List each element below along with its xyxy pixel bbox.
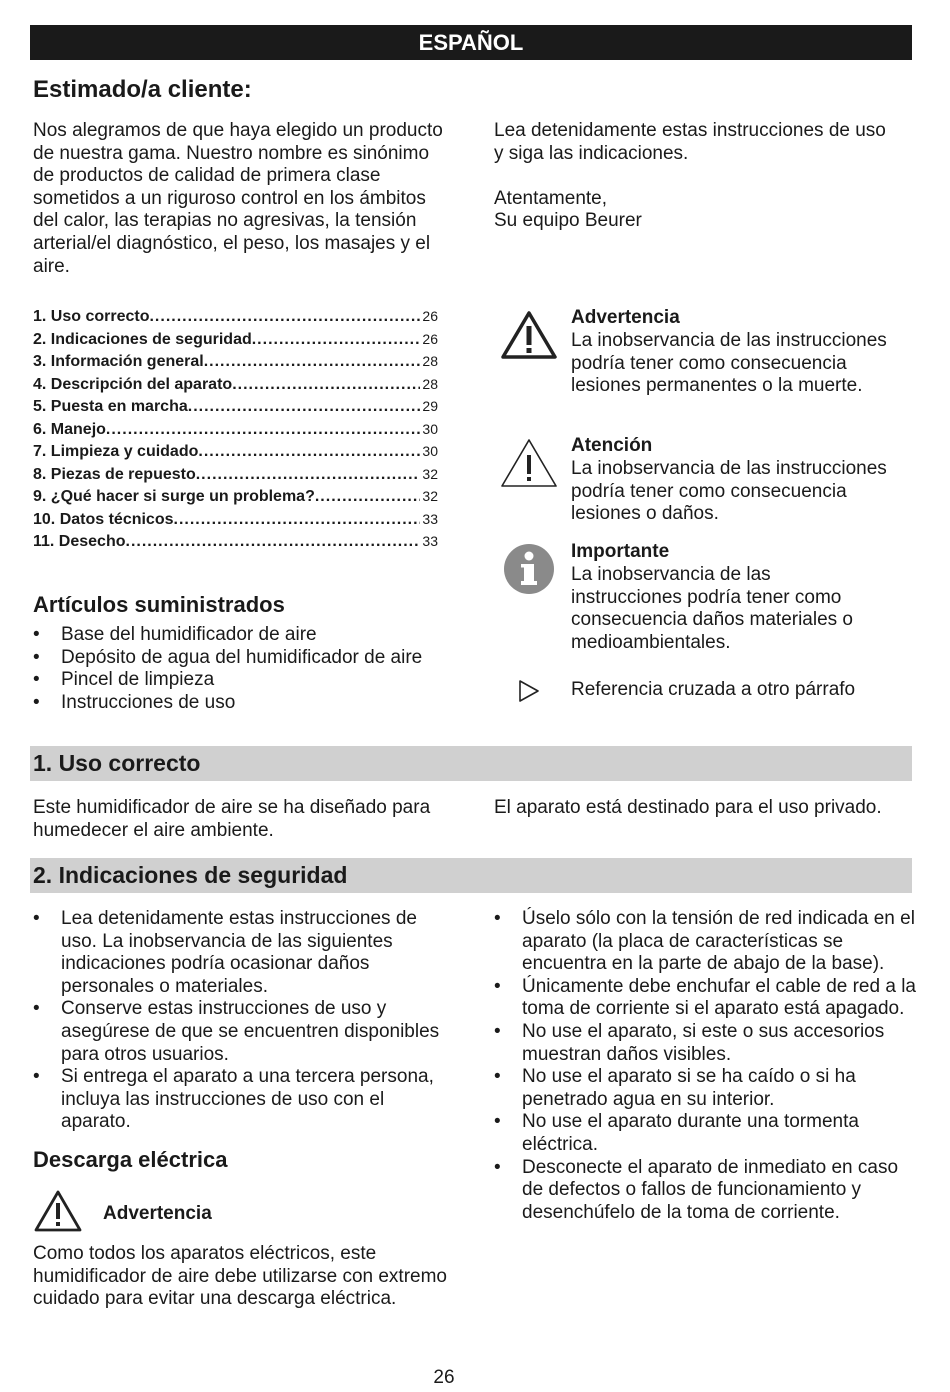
toc-entry[interactable] xyxy=(33,530,438,553)
toc-entry-page: 32 xyxy=(422,488,438,504)
toc-entry-page: 29 xyxy=(422,398,438,414)
toc-entry-title: 2. Indicaciones de seguridad xyxy=(33,330,252,348)
safety-list-right xyxy=(494,908,919,1224)
triangle-right-icon xyxy=(518,680,540,702)
toc-entry[interactable] xyxy=(33,485,438,508)
important-text: La inobservancia de las instrucciones podría tener como consecuencia daños materiales o medioambientales. xyxy=(571,564,854,653)
crossref-text: Referencia cruzada a otro párrafo xyxy=(571,679,856,700)
toc-entry-title: 6. Manejo xyxy=(33,420,106,438)
toc-entry-title: 3. Información general xyxy=(33,353,204,370)
list-item: • No use el aparato si se ha caído o si ha penetrado agua en su interior. xyxy=(494,1066,919,1111)
toc-entry-title: 4. Descripción del aparato xyxy=(33,375,233,393)
toc-entry[interactable] xyxy=(33,440,438,463)
list-item: • No use el aparato durante una tormenta eléctrica. xyxy=(494,1111,919,1156)
toc-entry-page: 28 xyxy=(422,353,438,369)
toc-entry-page: 30 xyxy=(422,420,438,437)
list-item: • No use el aparato, si este o sus accesorios muestran daños visibles. xyxy=(494,1021,919,1066)
toc-entry-page: 26 xyxy=(422,308,438,324)
toc-entry-title: 1. Uso correcto xyxy=(33,308,150,325)
toc-entry[interactable] xyxy=(33,463,438,486)
section-1-header xyxy=(30,746,912,781)
list-item: • Úselo sólo con la tensión de red indicada en el aparato (la placa de características se encuentra en la parte de abajo de la base). xyxy=(494,908,919,976)
list-item: • Si entrega el aparato a una tercera persona, incluya las instrucciones de uso con el aparato. xyxy=(33,1066,458,1134)
toc-entry[interactable] xyxy=(33,328,438,351)
caution-title: Atención xyxy=(571,435,653,456)
toc-entry-page: 26 xyxy=(422,330,438,347)
toc-entry[interactable] xyxy=(33,508,438,531)
section-1-left-text: Este humidificador de aire se ha diseñado para humedecer el aire ambiente. xyxy=(33,797,431,841)
section-2-title: 2. Indicaciones de seguridad xyxy=(33,862,348,888)
list-item: • Base del humidificador de aire xyxy=(33,624,433,647)
toc-entry-title: 7. Limpieza y cuidado xyxy=(33,443,199,460)
list-item: • Únicamente debe enchufar el cable de red a la toma de corriente si el aparato está apagado. xyxy=(494,976,919,1021)
toc-entry-page: 33 xyxy=(422,533,438,549)
electric-warning-label: Advertencia xyxy=(103,1203,212,1224)
greeting-title: Estimado/a cliente: xyxy=(33,76,252,103)
toc-entry-title: 9. ¿Qué hacer si surge un problema? xyxy=(33,488,315,505)
important-title: Importante xyxy=(571,541,670,562)
language-header: ESPAÑOL xyxy=(30,25,912,60)
section-2-header xyxy=(30,858,912,893)
toc-entry[interactable] xyxy=(33,395,438,418)
greeting-left-text: Nos alegramos de que haya elegido un producto de nuestra gama. Nuestro nombre es sinónimo de productos de calidad de primera clase sometidos a un riguroso control en los ámbitos del calor, las terapias no agresivas, la tensión arterial/el diagnóstico, el peso, los masajes y el aire. xyxy=(33,120,443,277)
toc-entry[interactable] xyxy=(33,373,438,396)
toc-entry-page: 30 xyxy=(422,443,438,459)
toc-entry-title: 11. Desecho xyxy=(33,533,126,550)
toc-entry[interactable] xyxy=(33,350,438,373)
warning-text: La inobservancia de las instrucciones podría tener como consecuencia lesiones permanentes o la muerte. xyxy=(571,330,887,397)
list-item: • Instrucciones de uso xyxy=(33,692,433,715)
list-item: • Lea detenidamente estas instrucciones de uso. La inobservancia de las siguientes indicaciones podría ocasionar daños personales o materiales. xyxy=(33,908,458,998)
table-of-contents xyxy=(33,305,438,553)
info-circle-icon xyxy=(503,543,555,595)
page-number: 26 xyxy=(433,1367,455,1388)
safety-list-left xyxy=(33,908,458,1134)
toc-entry-title: 10. Datos técnicos xyxy=(33,510,174,528)
electric-shock-title: Descarga eléctrica xyxy=(33,1147,228,1172)
list-item: • Pincel de limpieza xyxy=(33,669,433,692)
list-item: • Depósito de agua del humidificador de aire xyxy=(33,647,433,670)
greeting-signature: Su equipo Beurer xyxy=(494,210,642,231)
toc-entry-page: 33 xyxy=(422,510,438,527)
warning-triangle-bold-icon xyxy=(33,1189,83,1233)
greeting-closing: Atentamente, xyxy=(494,188,608,209)
toc-entry-page: 32 xyxy=(422,465,438,482)
warning-triangle-icon xyxy=(499,437,559,489)
delivery-list xyxy=(33,624,433,714)
warning-title: Advertencia xyxy=(571,307,680,328)
caution-text: La inobservancia de las instrucciones podría tener como consecuencia lesiones o daños. xyxy=(571,458,887,525)
toc-entry-title: 8. Piezas de repuesto xyxy=(33,465,196,483)
section-1-right-text: El aparato está destinado para el uso privado. xyxy=(494,797,882,818)
greeting-right-text: Lea detenidamente estas instrucciones de uso y siga las indicaciones. xyxy=(494,120,886,164)
toc-entry-page: 28 xyxy=(422,375,438,392)
warning-triangle-bold-icon xyxy=(500,310,558,360)
electric-shock-text: Como todos los aparatos eléctricos, este humidificador de aire debe utilizarse con extremo cuidado para evitar una descarga eléctrica. xyxy=(33,1243,447,1310)
list-item: • Desconecte el aparato de inmediato en caso de defectos o fallos de funcionamiento y desenchúfelo de la toma de corriente. xyxy=(494,1157,919,1225)
delivery-title: Artículos suministrados xyxy=(33,592,285,617)
section-1-title: 1. Uso correcto xyxy=(33,750,201,776)
toc-entry[interactable] xyxy=(33,305,438,328)
toc-entry-title: 5. Puesta en marcha xyxy=(33,398,188,415)
toc-entry[interactable] xyxy=(33,418,438,441)
list-item: • Conserve estas instrucciones de uso y asegúrese de que se encuentren disponibles para otros usuarios. xyxy=(33,998,458,1066)
